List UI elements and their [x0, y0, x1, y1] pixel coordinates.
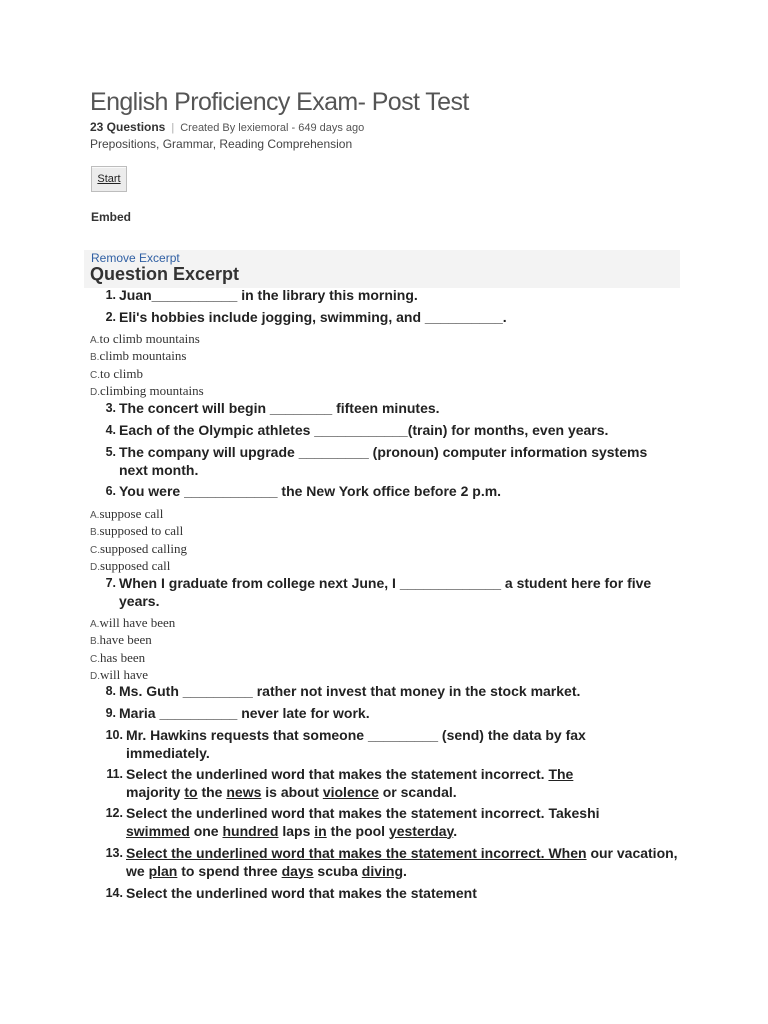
answer-option[interactable]: [90, 382, 204, 399]
question-text: Mr. Hawkins requests that someone _________ (send) the data by fax immediately.: [126, 727, 586, 761]
question-item: [90, 705, 680, 723]
question-text: Ms. Guth _________ rather not invest that money in the stock market.: [119, 683, 581, 699]
answer-options: [90, 614, 175, 684]
question-item: [90, 805, 620, 840]
question-item: [90, 287, 680, 305]
question-item: [90, 309, 680, 327]
underlined-word[interactable]: hundred: [222, 822, 279, 839]
question-number: 4.: [105, 423, 116, 437]
underlined-word[interactable]: days: [281, 862, 314, 879]
option-letter: B.: [90, 636, 100, 648]
option-text: has been: [100, 649, 146, 665]
question-item: [90, 422, 680, 440]
question-item: [90, 885, 680, 903]
question-number: 5.: [105, 445, 116, 459]
quiz-meta: [90, 120, 364, 134]
answer-option[interactable]: [90, 540, 187, 557]
option-text: to climb mountains: [99, 331, 200, 346]
quiz-tags: Prepositions, Grammar, Reading Comprehension: [90, 137, 353, 151]
option-text: to climb: [100, 365, 143, 381]
question-number: 13.: [105, 846, 123, 860]
answer-option[interactable]: [90, 347, 204, 364]
question-text: Select the underlined word that makes the statement incorrect. When our vacation, we plan to spend three days scuba diving.: [126, 845, 678, 879]
option-text: have been: [99, 632, 152, 648]
underlined-word[interactable]: The: [548, 766, 574, 782]
quiz-title: English Proficiency Exam- Post Test: [90, 88, 469, 116]
option-letter: C.: [90, 369, 100, 381]
embed-label[interactable]: Embed: [91, 210, 132, 224]
question-number: 11.: [106, 767, 123, 781]
question-text: Eli's hobbies include jogging, swimming, and __________.: [119, 309, 507, 325]
question-number: 12.: [105, 806, 123, 820]
question-item: [90, 727, 650, 762]
question-item: [90, 766, 620, 801]
option-letter: A.: [90, 510, 100, 521]
answer-options: [90, 505, 187, 575]
option-text: will have been: [99, 615, 176, 630]
answer-option[interactable]: [90, 666, 175, 683]
question-item: [90, 845, 680, 880]
question-text: Maria __________ never late for work.: [119, 705, 370, 721]
question-number: 2.: [105, 310, 116, 324]
underlined-word[interactable]: diving: [361, 862, 404, 879]
underlined-word[interactable]: to: [184, 783, 198, 800]
question-number: 9.: [105, 706, 116, 720]
answer-options: [90, 330, 204, 400]
answer-option[interactable]: [90, 649, 175, 666]
question-text: Select the underlined word that makes the statement: [126, 885, 477, 901]
option-text: supposed call: [100, 558, 171, 574]
underlined-word[interactable]: plan: [148, 862, 178, 879]
question-item: [90, 400, 680, 418]
question-item: [90, 444, 660, 479]
underlined-word[interactable]: swimmed: [126, 822, 190, 839]
question-count: 23 Questions: [90, 120, 166, 134]
question-text: When I graduate from college next June, I _____________ a student here for five years.: [119, 575, 652, 609]
option-letter: B.: [90, 527, 100, 539]
question-number: 7.: [105, 576, 116, 590]
question-text: You were ____________ the New York office before 2 p.m.: [119, 483, 502, 499]
question-item: [90, 683, 680, 701]
option-letter: C.: [90, 653, 100, 665]
answer-option[interactable]: [90, 330, 204, 347]
underlined-word[interactable]: yesterday: [388, 822, 454, 839]
question-number: 10.: [105, 728, 123, 742]
question-text: Select the underlined word that makes the statement incorrect. The majority to the news is about violence or scandal.: [126, 766, 574, 800]
question-number: 14.: [105, 886, 123, 900]
underlined-word[interactable]: in: [314, 822, 327, 839]
option-text: supposed to call: [99, 523, 184, 539]
question-number: 8.: [105, 684, 116, 698]
answer-option[interactable]: [90, 614, 175, 631]
question-text: Juan___________ in the library this morning.: [119, 287, 418, 303]
answer-option[interactable]: [90, 365, 204, 382]
question-item: [90, 483, 680, 501]
question-text: The company will upgrade _________ (pronoun) computer information systems next month.: [119, 444, 648, 478]
answer-option[interactable]: [90, 522, 187, 539]
question-number: 3.: [105, 401, 116, 415]
answer-option[interactable]: [90, 505, 187, 522]
question-text: Select the underlined word that makes the statement incorrect. Takeshi swimmed one hundred laps in the pool yesterday.: [126, 805, 600, 839]
option-text: supposed calling: [100, 540, 188, 556]
option-letter: A.: [90, 335, 100, 346]
excerpt-heading: Question Excerpt: [90, 264, 240, 284]
question-item: [90, 575, 680, 610]
option-text: will have: [100, 667, 149, 683]
option-letter: B.: [90, 352, 100, 364]
question-text: The concert will begin ________ fifteen minutes.: [119, 400, 440, 416]
underlined-word[interactable]: news: [226, 783, 262, 800]
underlined-word[interactable]: violence: [322, 783, 379, 800]
option-text: suppose call: [99, 506, 164, 521]
option-letter: D.: [90, 387, 100, 399]
question-number: 1.: [105, 288, 116, 302]
option-letter: D.: [90, 671, 100, 683]
start-button[interactable]: Start: [91, 166, 127, 192]
answer-option[interactable]: [90, 557, 187, 574]
option-letter: C.: [90, 544, 100, 556]
created-by: Created By lexiemoral - 649 days ago: [180, 122, 365, 134]
meta-separator: |: [171, 122, 175, 134]
option-text: climbing mountains: [100, 383, 204, 399]
option-text: climb mountains: [99, 348, 187, 364]
option-letter: D.: [90, 562, 100, 574]
question-number: 6.: [105, 484, 116, 498]
question-text: Each of the Olympic athletes ____________(train) for months, even years.: [119, 422, 609, 438]
remove-excerpt-link[interactable]: Remove Excerpt: [91, 251, 180, 265]
answer-option[interactable]: [90, 631, 175, 648]
option-letter: A.: [90, 619, 100, 630]
